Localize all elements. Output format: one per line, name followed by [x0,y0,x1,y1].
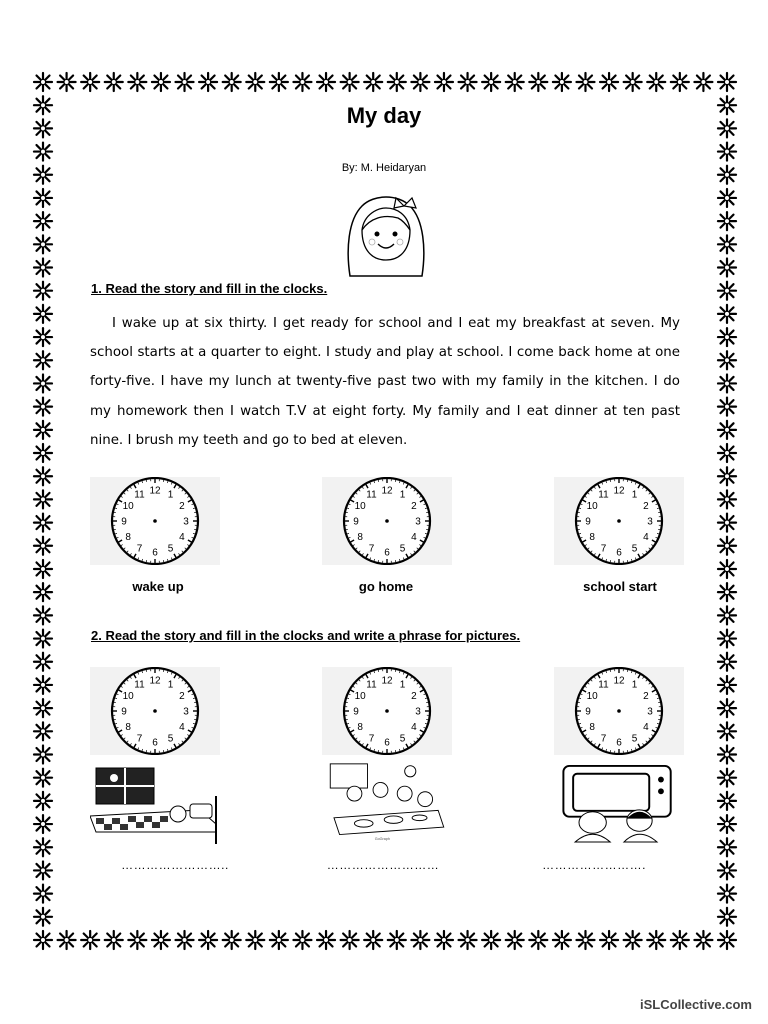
snowflake-border-icon [293,931,311,949]
clock-numeral: 3 [647,516,653,528]
snowflake-border-icon [34,467,52,485]
snowflake-border-icon [718,374,736,392]
snowflake-border-icon [482,73,500,91]
snowflake-border-icon [718,792,736,810]
clock-numeral: 10 [122,501,134,512]
clock-label-go-home: go home [358,579,414,594]
clock-numeral: 5 [167,733,174,745]
snowflake-border-icon [34,815,52,833]
clock-numeral: 3 [647,706,653,718]
clock-numeral: 5 [631,543,638,555]
clock-face-icon [90,477,220,565]
clock-numeral: 4 [179,722,185,733]
page-title: My day [346,103,422,128]
clock-face-icon [554,477,684,565]
snowflake-border-icon [718,769,736,787]
snowflake-border-icon [435,73,453,91]
clock-center-dot [153,519,157,523]
snowflake-border-icon [105,73,123,91]
snowflake-border-icon [34,861,52,879]
clock-numeral: 6 [616,737,622,749]
snowflake-border-icon [270,73,288,91]
snowflake-border-icon [459,931,477,949]
snowflake-border-icon [341,73,359,91]
clock-numeral: 6 [616,547,622,559]
snowflake-border-icon [411,931,429,949]
snowflake-border-icon [34,745,52,763]
snowflake-border-icon [718,699,736,717]
snowflake-border-icon [152,73,170,91]
snowflake-border-icon [317,931,335,949]
snowflake-border-icon [718,583,736,601]
clock-numeral: 5 [631,733,638,745]
snowflake-border-icon [34,421,52,439]
snowflake-border-icon [34,328,52,346]
snowflake-border-icon [718,305,736,323]
clock-label-wake-up: wake up [132,579,184,594]
snowflake-border-icon [176,73,194,91]
snowflake-border-icon [718,398,736,416]
clock-face-icon [90,667,220,755]
clock-numeral: 12 [613,485,625,497]
clock-numeral: 9 [353,706,359,718]
snowflake-border-icon [553,931,571,949]
clock-numeral: 5 [167,543,174,555]
snowflake-border-icon [34,630,52,648]
clock-numeral: 4 [643,722,649,733]
clock-numeral: 11 [366,489,377,501]
snowflake-border-icon [718,514,736,532]
clock-numeral: 5 [399,543,406,555]
snowflake-border-icon [152,931,170,949]
girl-face-icon [340,190,432,278]
snowflake-border-icon [624,73,642,91]
sleeping-in-bed-icon [90,766,220,846]
snowflake-border-icon [576,931,594,949]
snowflake-border-icon [34,143,52,161]
family-dinner-icon [322,762,452,842]
snowflake-border-icon [364,931,382,949]
snowflake-border-icon [105,931,123,949]
snowflake-border-icon [34,653,52,671]
clock-numeral: 10 [586,691,598,702]
snowflake-border-icon [718,259,736,277]
clock-numeral: 11 [366,679,377,691]
clock-numeral: 8 [125,532,131,543]
svg-text:GoGraph: GoGraph [374,837,390,842]
snowflake-border-icon [223,73,241,91]
clock-numeral: 12 [149,485,161,497]
snowflake-border-icon [128,73,146,91]
clock-numeral: 9 [585,706,591,718]
clock-numeral: 3 [415,706,421,718]
snowflake-border-icon [34,885,52,903]
snowflake-border-icon [58,73,76,91]
section-2-heading: 2. Read the story and fill in the clocks and write a phrase for pictures. [91,628,521,643]
snowflake-border-icon [718,653,736,671]
blank-answer-3[interactable]: ……………………. [542,858,646,872]
snowflake-border-icon [694,73,712,91]
snowflake-border-icon [34,305,52,323]
snowflake-border-icon [600,931,618,949]
snowflake-border-icon [506,73,524,91]
snowflake-border-icon [34,351,52,369]
snowflake-border-icon [718,815,736,833]
snowflake-border-icon [529,73,547,91]
clock-picture-1[interactable] [90,667,220,755]
clock-numeral: 8 [357,532,363,543]
clock-center-dot [153,709,157,713]
clock-numeral: 3 [415,516,421,528]
clock-numeral: 10 [354,501,366,512]
clock-numeral: 1 [167,679,174,691]
snowflake-border-icon [341,931,359,949]
snowflake-border-icon [246,73,264,91]
clock-numeral: 2 [179,691,185,702]
snowflake-border-icon [718,838,736,856]
snowflake-border-icon [81,73,99,91]
snowflake-border-icon [624,931,642,949]
snowflake-border-icon [293,73,311,91]
snowflake-border-icon [718,745,736,763]
clock-numeral: 10 [122,691,134,702]
clock-numeral: 4 [411,722,417,733]
clock-numeral: 2 [411,691,417,702]
clock-numeral: 7 [368,543,375,555]
children-watching-tv-icon [554,764,684,844]
snowflake-border-icon [34,189,52,207]
snowflake-border-icon [34,583,52,601]
clock-numeral: 11 [598,679,609,691]
snowflake-border-icon [718,931,736,949]
snowflake-border-icon [317,73,335,91]
snowflake-border-icon [34,398,52,416]
clock-numeral: 8 [357,722,363,733]
clock-center-dot [617,709,621,713]
clock-numeral: 2 [411,501,417,512]
snowflake-border-icon [718,328,736,346]
snowflake-border-icon [34,769,52,787]
clock-center-dot [385,709,389,713]
snowflake-border-icon [506,931,524,949]
snowflake-border-icon [246,931,264,949]
clock-numeral: 4 [643,532,649,543]
snowflake-border-icon [718,885,736,903]
snowflake-border-icon [718,560,736,578]
snowflake-border-icon [81,931,99,949]
snowflake-border-icon [199,73,217,91]
snowflake-border-icon [34,560,52,578]
snowflake-border-icon [34,282,52,300]
snowflake-border-icon [34,722,52,740]
snowflake-border-icon [34,792,52,810]
snowflake-border-icon [34,490,52,508]
snowflake-border-icon [34,908,52,926]
snowflake-border-icon [718,467,736,485]
story-text: I wake up at six thirty. I get ready for school and I eat my breakfast at seven. My school starts at a quarter to eight. I study and play at school. I come back home at one forty-five. I have my lunch at twenty-five past two with my family in the kitchen. I do my homework then I watch T.V at eight forty. My family and I eat dinner at ten past nine. I brush my teeth and go to bed at eleven. [90,316,680,448]
clock-school-start[interactable] [554,477,684,565]
clock-numeral: 10 [354,691,366,702]
clock-numeral: 1 [631,679,638,691]
snowflake-border-icon [718,421,736,439]
clock-numeral: 10 [586,501,598,512]
clock-numeral: 12 [381,485,393,497]
snowflake-border-icon [671,931,689,949]
snowflake-border-icon [270,931,288,949]
clock-center-dot [617,519,621,523]
clock-numeral: 12 [613,675,625,687]
clock-face-icon [322,667,452,755]
clock-numeral: 4 [179,532,185,543]
snowflake-border-icon [553,73,571,91]
clock-numeral: 11 [598,489,609,501]
snowflake-border-icon [58,931,76,949]
snowflake-border-icon [34,514,52,532]
snowflake-border-icon [435,931,453,949]
clock-numeral: 1 [399,679,406,691]
clock-numeral: 6 [152,737,158,749]
clock-numeral: 7 [600,733,607,745]
snowflake-border-icon [34,444,52,462]
clock-numeral: 9 [353,516,359,528]
clock-numeral: 7 [600,543,607,555]
snowflake-border-icon [718,606,736,624]
snowflake-border-icon [411,73,429,91]
snowflake-border-icon [128,931,146,949]
clock-numeral: 12 [149,675,161,687]
snowflake-border-icon [647,73,665,91]
snowflake-border-icon [718,444,736,462]
snowflake-border-icon [671,73,689,91]
snowflake-border-icon [718,73,736,91]
snowflake-border-icon [388,73,406,91]
snowflake-border-icon [34,838,52,856]
clock-numeral: 11 [134,489,145,501]
clock-numeral: 4 [411,532,417,543]
snowflake-border-icon [718,722,736,740]
snowflake-border-icon [600,73,618,91]
clock-numeral: 7 [136,733,143,745]
clock-numeral: 12 [381,675,393,687]
clock-numeral: 7 [136,543,143,555]
snowflake-border-icon [199,931,217,949]
snowflake-border-icon [718,676,736,694]
clock-numeral: 2 [643,501,649,512]
clock-wake-up[interactable] [90,477,220,565]
clock-numeral: 6 [384,737,390,749]
clock-numeral: 7 [368,733,375,745]
clock-numeral: 11 [134,679,145,691]
clock-numeral: 9 [585,516,591,528]
clock-label-school-start: school start [583,579,657,594]
snowflake-border-icon [694,931,712,949]
clock-numeral: 5 [399,733,406,745]
snowflake-border-icon [718,908,736,926]
clock-numeral: 1 [399,489,406,501]
blank-answer-2[interactable]: ……………………… [326,858,440,872]
snowflake-border-icon [718,143,736,161]
snowflake-border-icon [718,212,736,230]
snowflake-border-icon [364,73,382,91]
snowflake-border-icon [34,259,52,277]
section-1-heading: 1. Read the story and fill in the clocks. [91,281,328,296]
snowflake-border-icon [459,73,477,91]
clock-numeral: 8 [125,722,131,733]
clock-picture-2[interactable] [322,667,452,755]
author-byline: By: M. Heidaryan [341,162,427,174]
clock-center-dot [385,519,389,523]
story-paragraph [90,309,680,455]
clock-numeral: 9 [121,516,127,528]
clock-numeral: 6 [152,547,158,559]
clock-numeral: 3 [183,516,189,528]
clock-numeral: 2 [643,691,649,702]
snowflake-border-icon [34,212,52,230]
snowflake-border-icon [718,235,736,253]
clock-face-icon [554,667,684,755]
snowflake-border-icon [34,73,52,91]
clock-numeral: 8 [589,722,595,733]
snowflake-border-icon [34,235,52,253]
snowflake-border-icon [34,537,52,555]
clock-numeral: 9 [121,706,127,718]
snowflake-border-icon [223,931,241,949]
snowflake-border-icon [576,73,594,91]
clock-face-icon [322,477,452,565]
clock-picture-3[interactable] [554,667,684,755]
clock-numeral: 3 [183,706,189,718]
snowflake-border-icon [34,374,52,392]
snowflake-border-icon [34,931,52,949]
clock-numeral: 2 [179,501,185,512]
watermark-logo: iSLCollective.com [640,997,752,1012]
snowflake-border-icon [718,537,736,555]
snowflake-border-icon [718,189,736,207]
snowflake-border-icon [718,490,736,508]
snowflake-border-icon [388,931,406,949]
snowflake-border-icon [718,282,736,300]
snowflake-border-icon [34,676,52,694]
snowflake-border-icon [647,931,665,949]
snowflake-border-icon [718,351,736,369]
snowflake-border-icon [34,606,52,624]
clock-go-home[interactable] [322,477,452,565]
clock-numeral: 8 [589,532,595,543]
snowflake-border-icon [34,699,52,717]
snowflake-border-icon [176,931,194,949]
snowflake-border-icon [718,861,736,879]
clock-numeral: 1 [167,489,174,501]
snowflake-border-icon [529,931,547,949]
clock-numeral: 1 [631,489,638,501]
snowflake-border-icon [718,630,736,648]
clock-numeral: 6 [384,547,390,559]
snowflake-border-icon [482,931,500,949]
blank-answer-1[interactable]: …………………….. [121,858,229,872]
